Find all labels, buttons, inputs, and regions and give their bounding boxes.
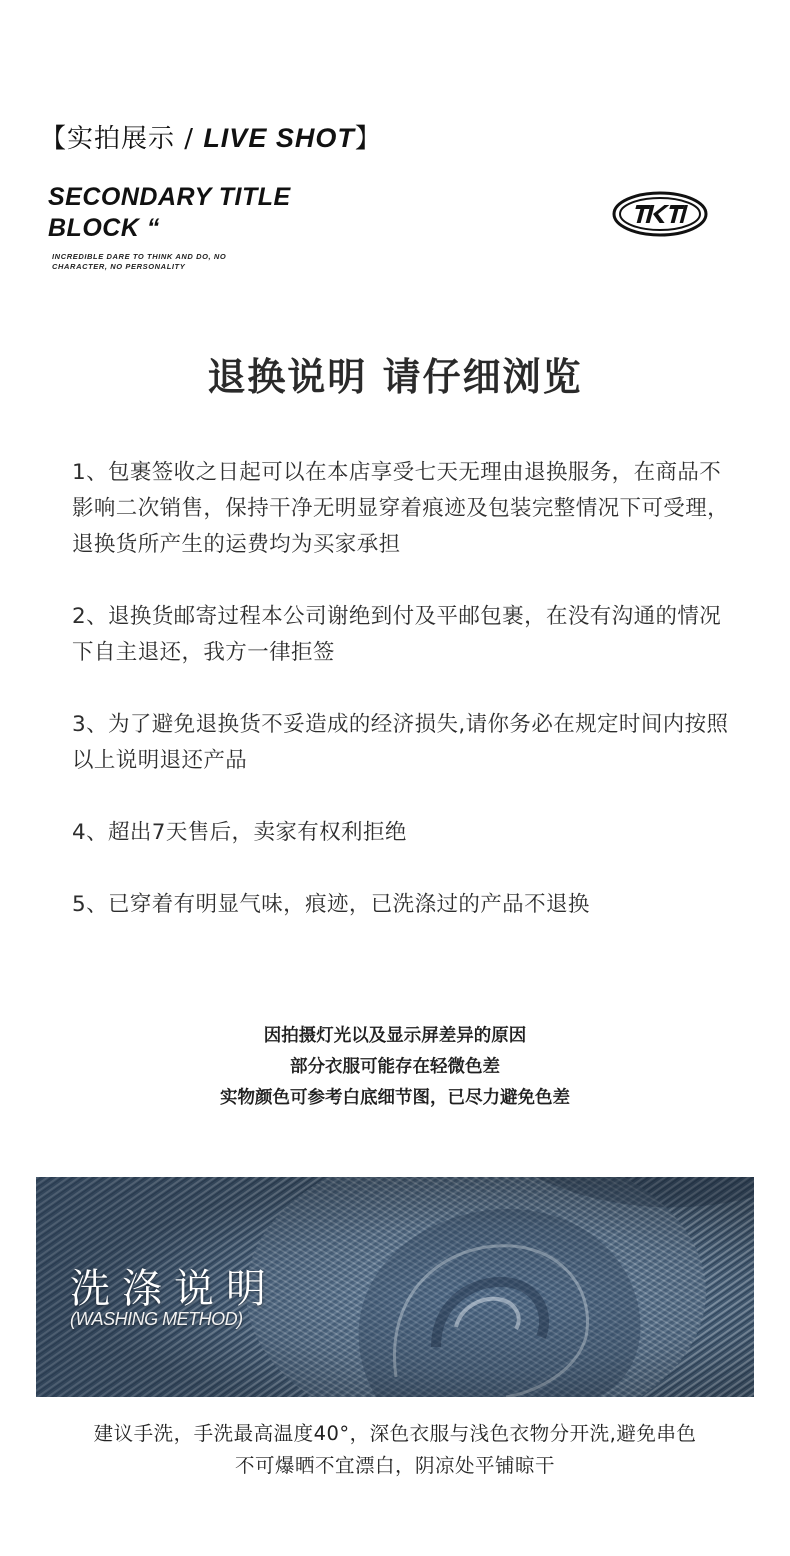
returns-rule: 4、超出7天售后，卖家有权利拒绝 xyxy=(72,820,407,845)
returns-title: 退换说明 请仔细浏览 xyxy=(207,355,583,399)
washing-title: 洗涤说明 xyxy=(70,1266,278,1312)
secondary-title-line2: BLOCK “ xyxy=(48,214,160,242)
washing-banner xyxy=(36,1177,754,1397)
secondary-title-block xyxy=(48,182,348,244)
header-title xyxy=(40,118,382,155)
tagline-line2: CHARACTER, NO PERSONALITY xyxy=(52,262,186,271)
color-notice-line: 实物颜色可参考白底细节图，已尽力避免色差 xyxy=(220,1088,570,1108)
tagline xyxy=(52,252,292,272)
tagline-line1: INCREDIBLE DARE TO THINK AND DO, NO xyxy=(52,252,227,261)
returns-rule: 2、退换货邮寄过程本公司谢绝到付及平邮包裹，在没有沟通的情况下自主退还，我方一律拒签 xyxy=(72,604,722,665)
header-title-cn: 实拍展示 / xyxy=(67,124,204,154)
brand-logo-icon xyxy=(610,188,710,240)
secondary-title-line1: SECONDARY TITLE xyxy=(48,183,291,211)
returns-rule: 1、包裹签收之日起可以在本店享受七天无理由退换服务，在商品不影响二次销售，保持干净无明显穿着痕迹及包装完整情况下可受理，退换货所产生的运费均为买家承担 xyxy=(72,460,730,557)
washing-instructions-line: 建议手洗，手洗最高温度40°，深色衣服与浅色衣物分开洗,避免串色 xyxy=(93,1422,697,1445)
color-notice-line: 因拍摄灯光以及显示屏差异的原因 xyxy=(263,1026,527,1046)
returns-rules-list xyxy=(72,455,742,959)
washing-instructions-line: 不可爆晒不宜漂白，阴凉处平铺晾干 xyxy=(234,1454,555,1477)
color-notice xyxy=(0,1021,790,1114)
header-open-bracket: 【 xyxy=(40,124,68,154)
returns-rule: 5、已穿着有明显气味，痕迹，已洗涤过的产品不退换 xyxy=(72,892,590,917)
washing-instructions xyxy=(0,1418,790,1482)
washing-subtitle: (WASHING METHOD) xyxy=(70,1309,243,1329)
returns-rule: 3、为了避免退换货不妥造成的经济损失,请你务必在规定时间内按照以上说明退还产品 xyxy=(72,712,729,773)
header-title-en: LIVE SHOT xyxy=(203,123,355,153)
color-notice-line: 部分衣服可能存在轻微色差 xyxy=(290,1057,500,1077)
header-close-bracket: 】 xyxy=(354,124,382,154)
